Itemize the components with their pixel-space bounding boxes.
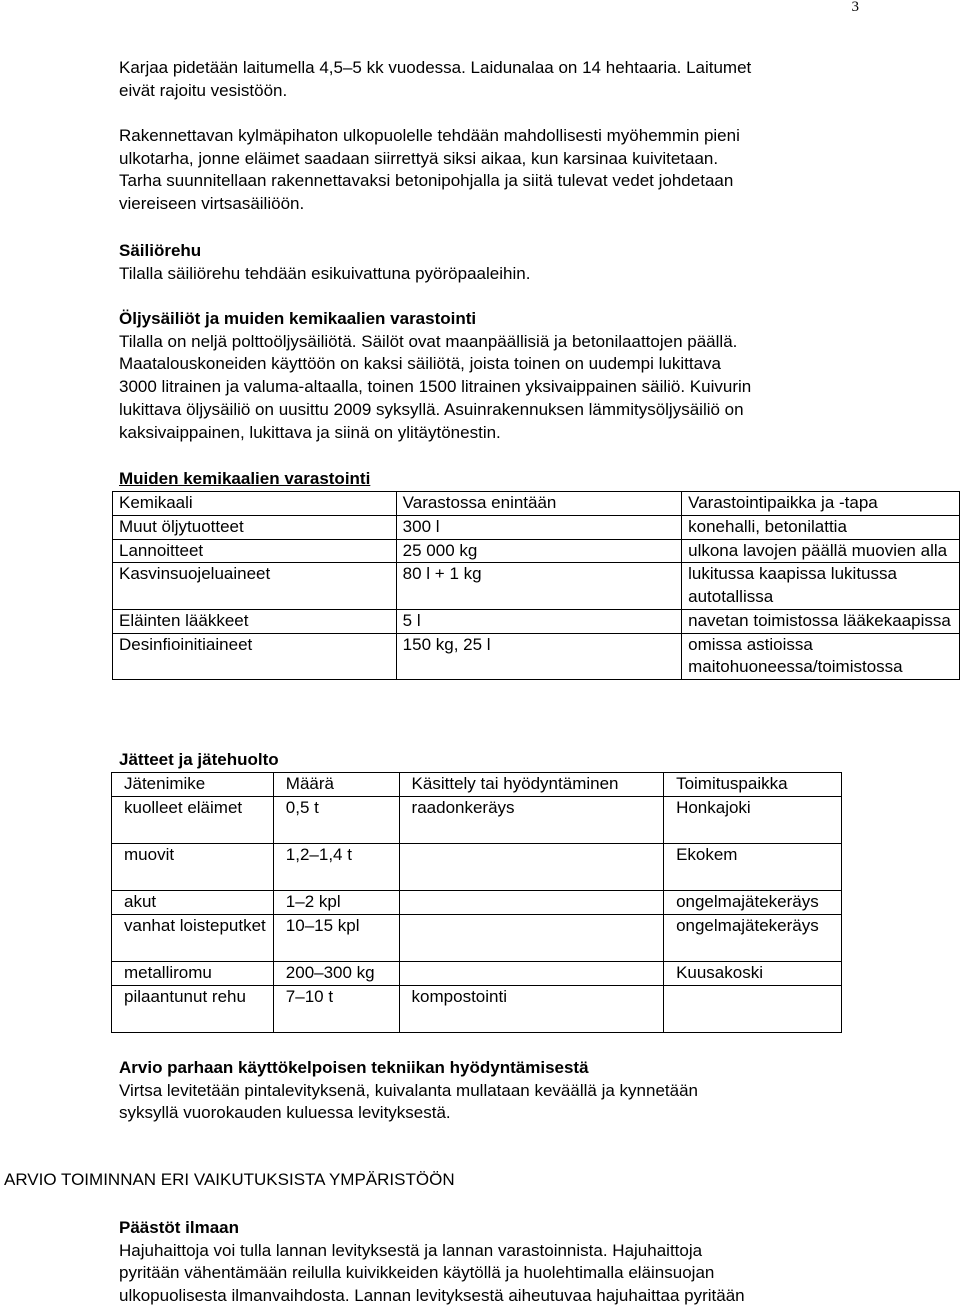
- text-line: Tarha suunnitellaan rakennettavaksi betonipohjalla ja siitä tulevat vedet johdetaan: [119, 171, 734, 191]
- table-cell: ongelmajätekeräys: [664, 891, 842, 915]
- header-cell: Varastossa enintään: [396, 492, 681, 516]
- waste-table: [111, 772, 842, 1033]
- table-row: [112, 797, 842, 844]
- section-heading: Arvio parhaan käyttökelpoisen tekniikan hyödyntämisestä: [119, 1058, 589, 1077]
- table-title: Muiden kemikaalien varastointi: [119, 469, 371, 488]
- table-row: [113, 516, 960, 540]
- table-cell: lukitussa kaapissa lukitussa autotallissa: [682, 563, 960, 609]
- text-line: Hajuhaittoja voi tulla lannan levityksestä ja lannan varastoinnista. Hajuhaittoja: [119, 1240, 703, 1260]
- table-cell: raadonkeräys: [399, 797, 664, 844]
- table-cell: 1–2 kpl: [273, 891, 399, 915]
- table-cell: 0,5 t: [273, 797, 399, 844]
- table-row: [112, 844, 842, 891]
- text-line: Maatalouskoneiden käyttöön on kaksi säiliötä, joista toinen on uudempi lukittava: [119, 354, 721, 374]
- waste-title-block: [119, 749, 854, 772]
- table-row: [113, 633, 960, 679]
- table-cell: Honkajoki: [664, 797, 842, 844]
- table-cell: Eläinten lääkkeet: [113, 609, 397, 633]
- text-line: eivät rajoitu vesistöön.: [119, 80, 288, 100]
- section-heading: Päästöt ilmaan: [119, 1218, 239, 1237]
- table-cell: pilaantunut rehu: [112, 986, 274, 1033]
- text-line: viereiseen virtsasäiliöön.: [119, 194, 305, 214]
- text-line: 3000 litrainen ja valuma-altaalla, toinen 1500 litrainen yksivaippainen säiliö. Kuivurin: [119, 377, 752, 397]
- table-row: [113, 609, 960, 633]
- header-cell: Varastointipaikka ja -tapa: [682, 492, 960, 516]
- page-number: 3: [851, 0, 859, 15]
- chemicals-table: [112, 491, 960, 680]
- table-cell: Lannoitteet: [113, 539, 397, 563]
- text-line: kaksivaippainen, lukittava ja siinä on ylitäytönestin.: [119, 422, 501, 442]
- table-cell: [399, 962, 664, 986]
- table-cell: [399, 844, 664, 891]
- oil-tanks-section: [119, 308, 854, 444]
- table-cell: Desinfioinitiaineet: [113, 633, 397, 679]
- table-cell: [664, 986, 842, 1033]
- table-row: [113, 539, 960, 563]
- table-cell: omissa astioissa maitohuoneessa/toimistossa: [682, 633, 960, 679]
- text-line: Virtsa levitetään pintalevityksenä, kuivalanta mullataan keväällä ja kynnetään: [119, 1080, 698, 1100]
- table-cell: Ekokem: [664, 844, 842, 891]
- table-cell: 150 kg, 25 l: [396, 633, 681, 679]
- emissions-section: [119, 1217, 854, 1308]
- intro-paragraph-1: [119, 57, 854, 102]
- table-header-row: [113, 492, 960, 516]
- table-row: [112, 891, 842, 915]
- text-line: Tilalla säiliörehu tehdään esikuivattuna pyöröpaaleihin.: [119, 263, 531, 283]
- table-cell: Muut öljytuotteet: [113, 516, 397, 540]
- text-line: syksyllä vuorokauden kuluessa levityksestä.: [119, 1103, 451, 1123]
- table-cell: navetan toimistossa lääkekaapissa: [682, 609, 960, 633]
- table-cell: 80 l + 1 kg: [396, 563, 681, 609]
- section-heading: Öljysäiliöt ja muiden kemikaalien varastointi: [119, 309, 477, 328]
- table-cell: kompostointi: [399, 986, 664, 1033]
- table-row: [112, 915, 842, 962]
- table-cell: 7–10 t: [273, 986, 399, 1033]
- impacts-heading: ARVIO TOIMINNAN ERI VAIKUTUKSISTA YMPÄRISTÖÖN: [4, 1170, 455, 1189]
- table-cell: metalliromu: [112, 962, 274, 986]
- text-line: lukittava öljysäiliö on uusittu 2009 syksyllä. Asuinrakennuksen lämmitysöljysäiliö on: [119, 399, 744, 419]
- table-cell: 300 l: [396, 516, 681, 540]
- text-line: Karjaa pidetään laitumella 4,5–5 kk vuodessa. Laidunalaa on 14 hehtaaria. Laitumet: [119, 58, 752, 77]
- table-row: [113, 563, 960, 609]
- table-cell: 1,2–1,4 t: [273, 844, 399, 891]
- section-heading: Säiliörehu: [119, 241, 202, 260]
- table-row: [112, 986, 842, 1033]
- table-cell: Kasvinsuojeluaineet: [113, 563, 397, 609]
- table-cell: muovit: [112, 844, 274, 891]
- table-row: [112, 962, 842, 986]
- table-cell: ongelmajätekeräys: [664, 915, 842, 962]
- table-cell: [399, 891, 664, 915]
- header-cell: Kemikaali: [113, 492, 397, 516]
- table-cell: akut: [112, 891, 274, 915]
- table-header-row: [112, 773, 842, 797]
- table-cell: kuolleet eläimet: [112, 797, 274, 844]
- table-cell: 25 000 kg: [396, 539, 681, 563]
- table-title: Jätteet ja jätehuolto: [119, 750, 279, 769]
- header-cell: Jätenimike: [112, 773, 274, 797]
- header-cell: Toimituspaikka: [664, 773, 842, 797]
- table-cell: vanhat loisteputket: [112, 915, 274, 962]
- text-line: Tilalla on neljä polttoöljysäiliötä. Säilöt ovat maanpäällisiä ja betonilaattojen päällä.: [119, 331, 738, 351]
- intro-paragraph-2: [119, 125, 854, 216]
- table-cell: Kuusakoski: [664, 962, 842, 986]
- sailiorehu-section: [119, 240, 854, 285]
- table-cell: [399, 915, 664, 962]
- text-line: ulkotarha, jonne eläimet saadaan siirrettyä siksi aikaa, kun karsinaa kuivitetaan.: [119, 148, 719, 168]
- text-line: pyritään vähentämään reilulla kuivikkeiden käytöllä ja huolehtimalla eläinsuojan: [119, 1263, 715, 1283]
- table-cell: konehalli, betonilattia: [682, 516, 960, 540]
- table-cell: 200–300 kg: [273, 962, 399, 986]
- chemicals-title-block: [119, 468, 854, 491]
- header-cell: Määrä: [273, 773, 399, 797]
- table-cell: 5 l: [396, 609, 681, 633]
- text-line: ulkopuolisesta ilmanvaihdosta. Lannan levityksestä aiheutuvaa hajuhaittaa pyritään: [119, 1286, 745, 1306]
- text-line: Rakennettavan kylmäpihaton ulkopuolelle tehdään mahdollisesti myöhemmin pieni: [119, 126, 740, 145]
- table-cell: ulkona lavojen päällä muovien alla: [682, 539, 960, 563]
- table-cell: 10–15 kpl: [273, 915, 399, 962]
- bat-section: [119, 1057, 854, 1125]
- header-cell: Käsittely tai hyödyntäminen: [399, 773, 664, 797]
